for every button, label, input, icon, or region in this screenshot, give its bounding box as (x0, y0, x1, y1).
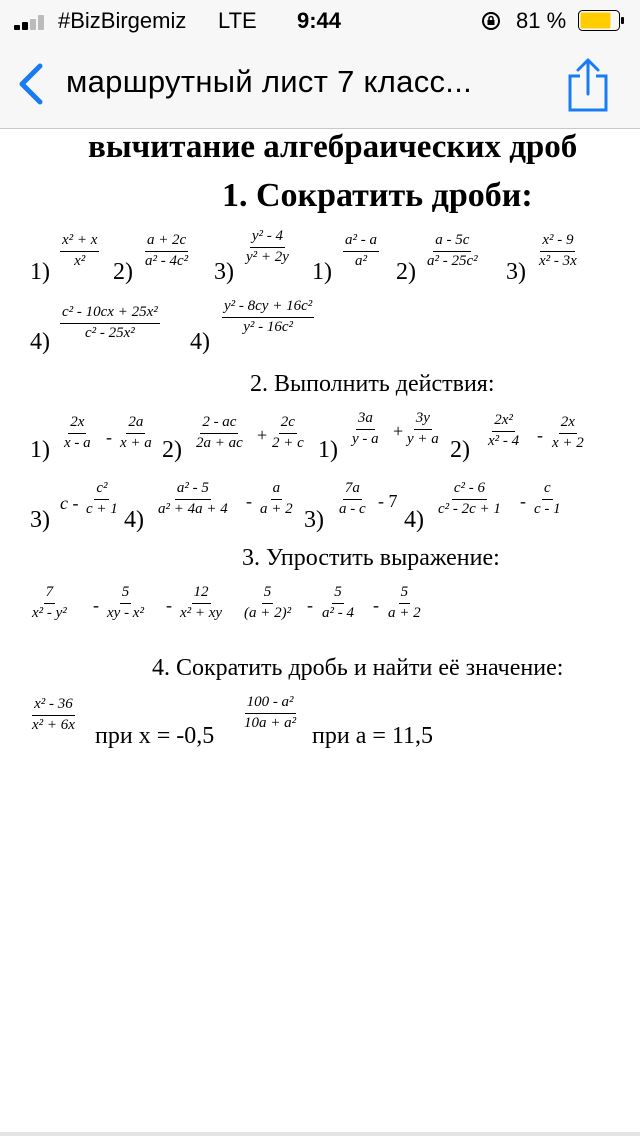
battery-percentage: 81 % (516, 8, 567, 33)
fraction: $\frac{\text{y² - 4}}{\text{y² + 2y}}$ (246, 228, 289, 265)
fraction: $\frac{5}{\text{(a + 2)²}}$ (244, 584, 292, 621)
fraction: $\frac{2x}{x - a}$ (64, 414, 91, 451)
condition-text: при x = -0,5 (95, 723, 215, 749)
item-label: 4) (30, 329, 50, 355)
bottom-edge (0, 1132, 640, 1136)
operator: - (93, 595, 99, 615)
operator: c - (60, 493, 79, 513)
fraction: $\frac{5}{\text{a² - 4}}$ (322, 584, 354, 621)
carrier-name: #BizBirgemiz (58, 8, 187, 33)
fraction: $\frac{a - 5c}{\text{a² - 25c²}}$ (427, 232, 478, 269)
fraction: $\frac{2a}{x + a}$ (120, 414, 152, 451)
item-label: 2) (162, 437, 182, 463)
fraction: $\frac{5}{\text{xy - x²}}$ (107, 584, 144, 621)
fraction: $\frac{\text{100 - a²}}{\text{10a + a²}}$ (244, 694, 297, 731)
item-label: 4) (404, 507, 424, 533)
item-label: 4) (124, 507, 144, 533)
fraction: $\frac{2c}{2 + c}$ (272, 414, 304, 451)
item-label: 3) (214, 259, 234, 285)
fraction: $\frac{\text{c²}}{c + 1}$ (86, 480, 118, 517)
fraction: $\frac{3y}{y + a}$ (407, 410, 439, 447)
operator: - (246, 491, 252, 511)
item-label: 2) (396, 259, 416, 285)
status-bar (0, 0, 640, 40)
item-label: 2) (450, 437, 470, 463)
fraction: $\frac{7}{\text{x² - y²}}$ (32, 584, 67, 621)
operator: - (106, 427, 112, 447)
fraction: $\frac{\text{x² - 9}}{\text{x² - 3x}}$ (539, 232, 577, 269)
fraction: $\frac{12}{\text{x² + xy}}$ (180, 584, 223, 621)
section-4-title: 4. Сократить дробь и найти её значение: (152, 655, 564, 681)
fraction: $\frac{\text{x² - 36}}{\text{x² + 6x}}$ (32, 696, 75, 733)
item-label: 3) (506, 259, 526, 285)
section-3-title: 3. Упростить выражение: (242, 545, 500, 571)
fraction: $\frac{\text{y² - 8cy + 16c²}}{\text{y² - 16c²}}$ (224, 298, 313, 335)
fraction: $\frac{2 - ac}{2a + ac}$ (196, 414, 243, 451)
battery-icon (578, 10, 624, 31)
section-1-title: 1. Сократить дроби: (222, 177, 533, 214)
fraction: $\frac{2x}{x + 2}$ (552, 414, 584, 451)
item-label: 1) (30, 259, 50, 285)
item-label: 1) (312, 259, 332, 285)
fraction: $\frac{\text{x² + x}}{\text{x²}}$ (62, 232, 98, 269)
operator: - (373, 595, 379, 615)
item-label: 4) (190, 329, 210, 355)
back-chevron-icon[interactable] (14, 60, 48, 108)
operator: - (537, 425, 543, 445)
share-icon[interactable] (566, 56, 610, 112)
operator: - (166, 595, 172, 615)
fraction: $\frac{\text{a² - a}}{\text{a²}}$ (345, 232, 377, 269)
fraction: $\frac{\text{c² - 6}}{\text{c² - 2c + 1}}$ (438, 480, 501, 517)
document-viewer[interactable] (0, 129, 640, 1136)
fraction: $\frac{5}{a + 2}$ (388, 584, 421, 621)
section-2-title: 2. Выполнить действия: (250, 371, 495, 397)
fraction: $\frac{a + 2c}{\text{a² - 4c²}}$ (145, 232, 189, 269)
fraction: $\frac{\text{c² - 10cx + 25x²}}{\text{c² - 25x²}}$ (62, 304, 158, 341)
item-label: 1) (30, 437, 50, 463)
operator: - (520, 491, 526, 511)
fraction: $\frac{c}{c - 1}$ (534, 480, 561, 517)
rotation-lock-icon (481, 11, 501, 31)
fraction: $\frac{7a}{a - c}$ (339, 480, 366, 517)
cropped-heading: вычитание алгебраических дроб (88, 129, 578, 165)
operator: + (393, 421, 404, 441)
condition-text: при a = 11,5 (312, 723, 433, 749)
item-label: 2) (113, 259, 133, 285)
signal-icon (14, 14, 54, 30)
clock: 9:44 (297, 8, 342, 33)
operator: - (307, 595, 313, 615)
item-label: 3) (304, 507, 324, 533)
fraction: $\frac{a}{a + 2}$ (260, 480, 293, 517)
item-label: 3) (30, 507, 50, 533)
navigation-bar (0, 40, 640, 129)
operator: + (257, 425, 268, 445)
item-label: 1) (318, 437, 338, 463)
fraction: $\frac{3a}{y - a}$ (352, 410, 379, 447)
fraction: $\frac{\text{a² - 5}}{\text{a² + 4a + 4}}$ (158, 480, 228, 517)
operator: - 7 (378, 491, 398, 511)
document-title: маршрутный лист 7 класс... (66, 64, 473, 99)
fraction: $\frac{\text{2x²}}{\text{x² - 4}}$ (488, 412, 520, 449)
network-type: LTE (218, 8, 257, 33)
